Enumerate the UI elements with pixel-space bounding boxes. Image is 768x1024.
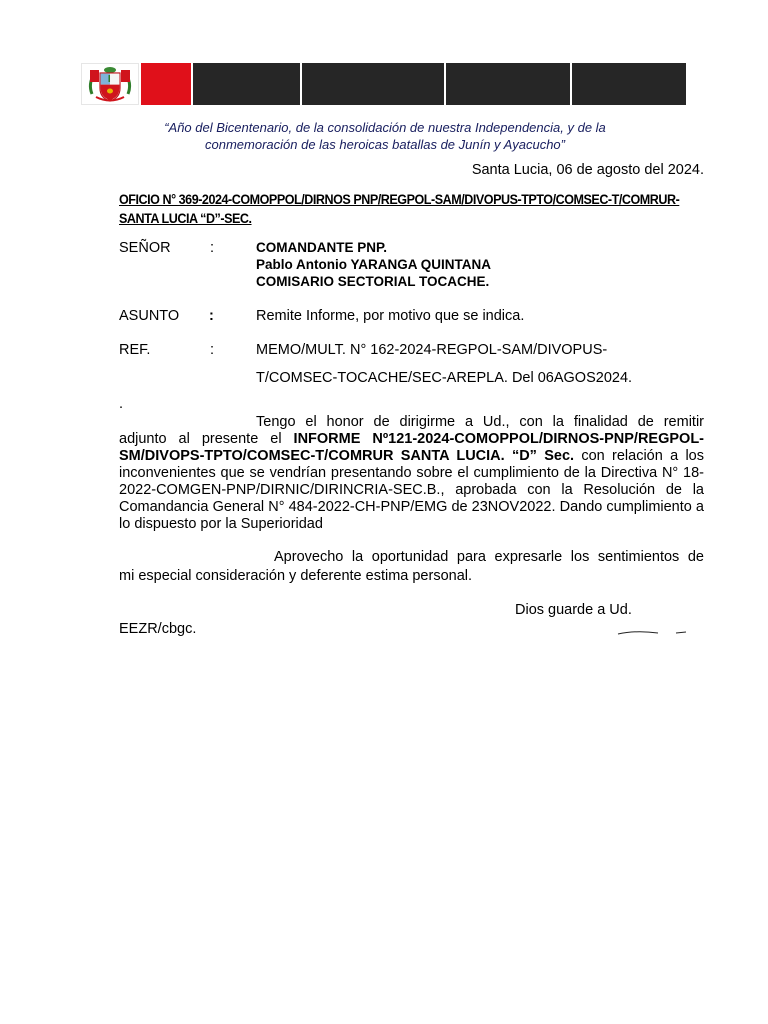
letterhead-band xyxy=(81,63,690,105)
addressee-colon: : xyxy=(210,240,215,256)
body-paragraph-1-first-line: Tengo el honor de dirigirme a Ud., con la finalidad de remitir xyxy=(256,414,704,430)
addressee-title: COMISARIO SECTORIAL TOCACHE. xyxy=(256,274,490,289)
motto-line-1: “Año del Bicentenario, de la consolidación de nuestra Independencia, y de la xyxy=(164,120,606,135)
reference-line-2: T/COMSEC-TOCACHE/SEC-AREPLA. Del 06AGOS2024. xyxy=(256,370,633,386)
motto-line-2: conmemoración de las heroicas batallas de Junín y Ayacucho” xyxy=(205,137,565,152)
addressee-label: SEÑOR xyxy=(119,240,171,256)
peru-coat-of-arms-icon xyxy=(82,64,138,104)
signature-stroke-icon xyxy=(616,630,688,636)
body-paragraph-2-second-line: mi especial consideración y deferente estima personal. xyxy=(119,568,473,584)
stray-dot: . xyxy=(119,396,124,412)
dark-band-4 xyxy=(572,63,686,105)
coat-of-arms-box xyxy=(81,63,139,105)
addressee-rank: COMANDANTE PNP. xyxy=(256,240,388,255)
subject-colon: : xyxy=(209,308,214,324)
reference-colon: : xyxy=(210,342,215,358)
red-band xyxy=(141,63,191,105)
informe-reference: INFORME Nº121-2024-COMOPPOL/DIRNOS-PNP/REGPOL-SM/DIVOPS-TPTO/COMSEC-T/COMRUR SANTA LUCIA. “D” Sec. xyxy=(119,431,705,464)
body-paragraph-2-first-line: Aprovecho la oportunidad para expresarle los sentimientos de xyxy=(274,549,704,565)
dark-band-1 xyxy=(193,63,300,105)
reference-line-1: MEMO/MULT. N° 162-2024-REGPOL-SAM/DIVOPUS- xyxy=(256,342,608,358)
oficio-number xyxy=(119,190,705,228)
body-paragraph-1 xyxy=(119,431,704,533)
reference-initials: EEZR/cbgc. xyxy=(119,621,197,637)
oficio-line-1: OFICIO N° 369-2024-COMOPPOL/DIRNOS PNP/REGPOL-SAM/DIVOPUS-TPTO/COMSEC-T/COMRUR- xyxy=(119,192,680,207)
addressee-name: Pablo Antonio YARANGA QUINTANA xyxy=(256,257,491,272)
body-intro: adjunto al presente el xyxy=(119,431,294,447)
dark-band-2 xyxy=(302,63,444,105)
dark-band-3 xyxy=(446,63,570,105)
year-motto xyxy=(110,119,660,153)
place-date: Santa Lucia, 06 de agosto del 2024. xyxy=(471,162,704,178)
body-text: con relación a los inconvenientes que se vendrían presentando sobre el cumplimiento de la Directiva N° 18-2022-COMGEN-PNP/DIRNIC/DIRINCRIA-SEC.B., aprobada con la Resolución de la Comandancia General N° 484-2022-CH-PNP/EMG de 23NOV2022. Dando cumplimiento a lo dispuesto por la Superioridad xyxy=(119,448,704,532)
subject-text: Remite Informe, por motivo que se indica. xyxy=(256,308,525,324)
reference-label: REF. xyxy=(119,342,151,358)
oficio-line-2: SANTA LUCIA “D”-SEC. xyxy=(119,211,252,226)
closing-salutation: Dios guarde a Ud. xyxy=(515,602,632,618)
subject-label: ASUNTO xyxy=(119,308,180,324)
